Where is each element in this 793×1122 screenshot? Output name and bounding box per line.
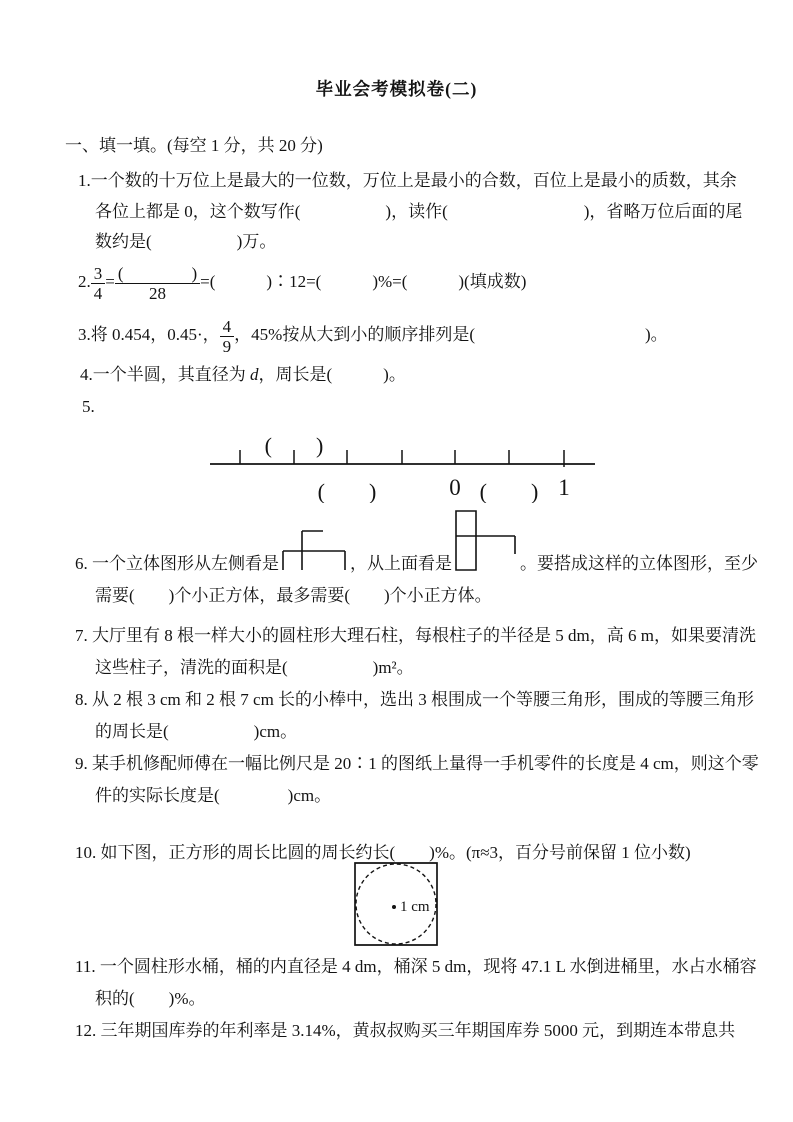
numberline-label-below-tick3: ( ) (317, 479, 377, 503)
equals-sign: = (105, 272, 115, 291)
question-4: 4.一个半圆，其直径为 d，周长是( )。 (80, 365, 406, 384)
question-1: 1.一个数的十万位上是最大的一位数，万位上是最小的合数，百位上是最小的质数，其余各位上都是 0，这个数写作( )，读作( )，省略万位后面的尾数约是( )万。 (78, 171, 743, 251)
top-view-cubes-figure (455, 505, 517, 571)
question-11: 11. 一个圆柱形水桶，桶的内直径是 4 dm，桶深 5 dm，现将 47.1 L 水倒进桶里，水占水桶容积的( )%。 (75, 957, 757, 1008)
question-5-number: 5. (82, 397, 95, 416)
numberline-label-below-tick6: ( ) (479, 479, 539, 503)
circle-in-square-figure (354, 862, 438, 946)
question-2 (78, 256, 758, 308)
circle-center-dot (392, 905, 396, 909)
question-9: 9. 某手机修配师傅在一幅比例尺是 20∶1 的图纸上量得一手机零件的长度是 4 cm，则这个零件的实际长度是( )cm。 (75, 754, 759, 805)
question-10: 10. 如下图，正方形的周长比圆的周长约长( )%。(π≈3，百分号前保留 1 位小数) (75, 843, 691, 862)
question-8: 8. 从 2 根 3 cm 和 2 根 7 cm 长的小棒中，选出 3 根围成一个等腰三角形，围成的等腰三角形的周长是( )cm。 (75, 690, 755, 741)
numberline-label-above-tick2: ( ) (264, 433, 324, 458)
numberline-label-one: 1 (558, 475, 570, 500)
numberline-label-zero: 0 (449, 475, 461, 500)
question-2-rest: =( )∶12=( )%=( )(填成数) (200, 272, 527, 291)
number-line-figure (195, 418, 600, 503)
fraction-blank-28: $\frac{( )}{28}$ (115, 264, 200, 304)
question-7: 7. 大厅里有 8 根一样大小的圆柱形大理石柱，每根柱子的半径是 5 dm，高 6 m，如果要清洗这些柱子，清洗的面积是( )m²。 (75, 626, 756, 677)
variable-d: d (250, 365, 259, 384)
section-1-heading: 一、填一填。(每空 1 分，共 20 分) (65, 136, 323, 155)
question-12: 12. 三年期国库券的年利率是 3.14%，黄叔叔购买三年期国库券 5000 元，到期连本带息共 (75, 1021, 736, 1040)
left-view-cubes-figure (282, 525, 347, 571)
question-3: 3.将 0.454，0.45·， $\frac{4}{9}$ ，45%按从大到小的顺序排列是( )。 (78, 316, 668, 357)
question-2-number: 2. (78, 272, 91, 291)
fraction-3-4: $\frac{3}{4}$ (91, 264, 106, 304)
question-6: 6. 一个立体图形从左侧看是 ，从上面看是 。要搭成这样的立体图形，至少需要( )个小正方体，最多需要( )个小正方体。 (75, 505, 758, 612)
fraction-4-9: $\frac{4}{9}$ (220, 317, 235, 357)
paper-title: 毕业会考模拟卷(二) (315, 79, 478, 99)
radius-label: 1 cm (400, 899, 430, 915)
